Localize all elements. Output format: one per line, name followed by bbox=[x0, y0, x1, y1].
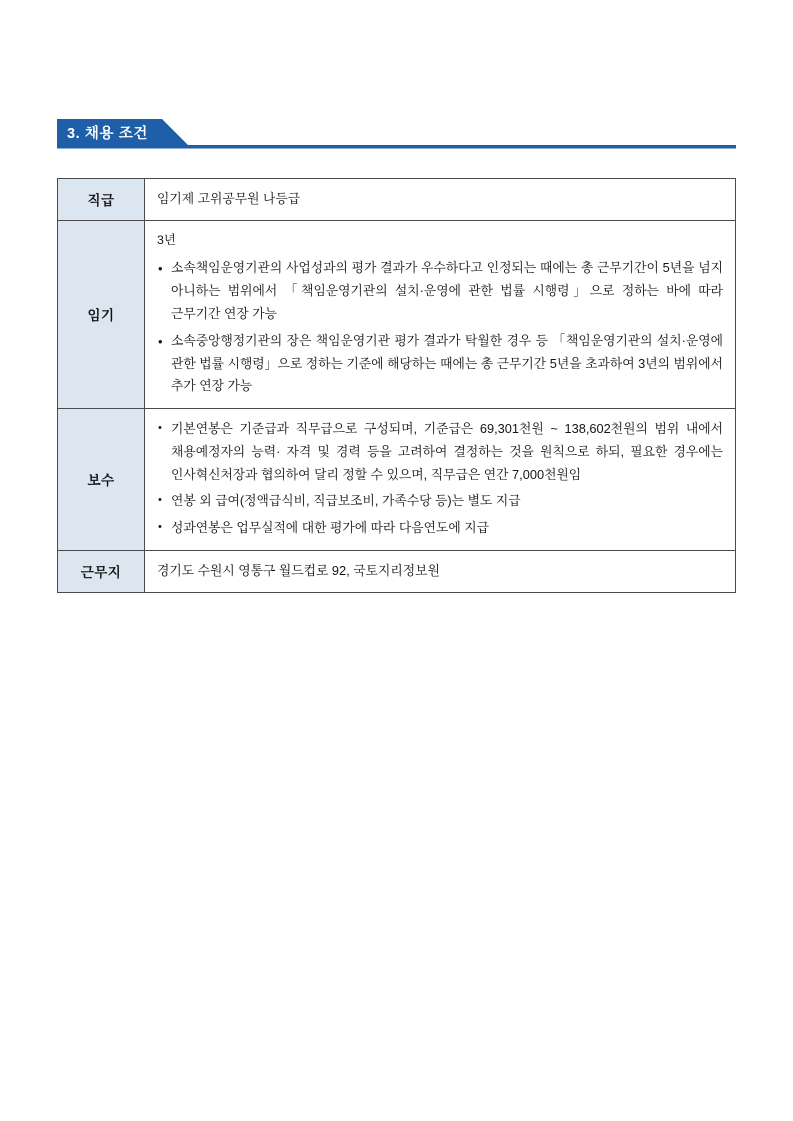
rank-text: 임기제 고위공무원 나등급 bbox=[157, 191, 301, 206]
table-row bbox=[58, 220, 736, 408]
row-label-rank: 직급 bbox=[58, 179, 145, 221]
tenure-bullet-list bbox=[157, 257, 723, 398]
section-header bbox=[57, 119, 736, 145]
list-item: • 성과연봉은 업무실적에 대한 평가에 따라 다음연도에 지급 bbox=[157, 517, 723, 540]
row-value-rank bbox=[145, 179, 736, 221]
workplace-text: 경기도 수원시 영통구 월드컵로 92, 국토지리정보원 bbox=[157, 562, 440, 578]
tenure-note: 3년 bbox=[157, 232, 176, 247]
list-item: • 기본연봉은 기준급과 직무급으로 구성되며, 기준급은 69,301천원 ~ 138,602천원의 범위 내에서 채용예정자의 능력· 자격 및 경력 등을 고려하여 결정하는 것을 원칙으로 하되, 필요한 경우에는 인사혁신처장과 협의하여 달리 정할 수 있으며, 직무급은 연간 7,000천원임 bbox=[157, 418, 723, 486]
list-item: • 연봉 외 급여(정액급식비, 직급보조비, 가족수당 등)는 별도 지급 bbox=[157, 490, 723, 513]
row-value-pay bbox=[145, 409, 736, 551]
section-rule-thin bbox=[57, 148, 736, 149]
table-row bbox=[58, 179, 736, 221]
row-value-tenure bbox=[145, 220, 736, 408]
conditions-table bbox=[57, 178, 736, 593]
row-value-workplace bbox=[145, 550, 736, 592]
section-tab bbox=[57, 119, 188, 145]
table-row bbox=[58, 550, 736, 592]
pay-bullet-list bbox=[157, 418, 723, 540]
table-row bbox=[58, 409, 736, 551]
section-title: 3. 채용 조건 bbox=[67, 125, 148, 142]
section-tab-body bbox=[57, 119, 162, 145]
row-label-tenure: 임기 bbox=[58, 220, 145, 408]
section-tab-wedge-icon bbox=[162, 119, 188, 145]
row-label-workplace: 근무지 bbox=[58, 550, 145, 592]
list-item: • 소속중앙행정기관의 장은 책임운영기관 평가 결과가 탁월한 경우 등 「책임운영기관의 설치·운영에 관한 법률 시행령」으로 정하는 기준에 해당하는 때에는 총 근무기간 5년을 초과하여 3년의 범위에서 추가 연장 가능 bbox=[157, 330, 723, 398]
list-item: • 소속책임운영기관의 사업성과의 평가 결과가 우수하다고 인정되는 때에는 총 근무기간이 5년을 넘지 아니하는 범위에서 「책임운영기관의 설치·운영에 관한 법률 시행령」으로 정하는 바에 따라 근무기간 연장 가능 bbox=[157, 257, 723, 325]
row-label-pay: 보수 bbox=[58, 409, 145, 551]
